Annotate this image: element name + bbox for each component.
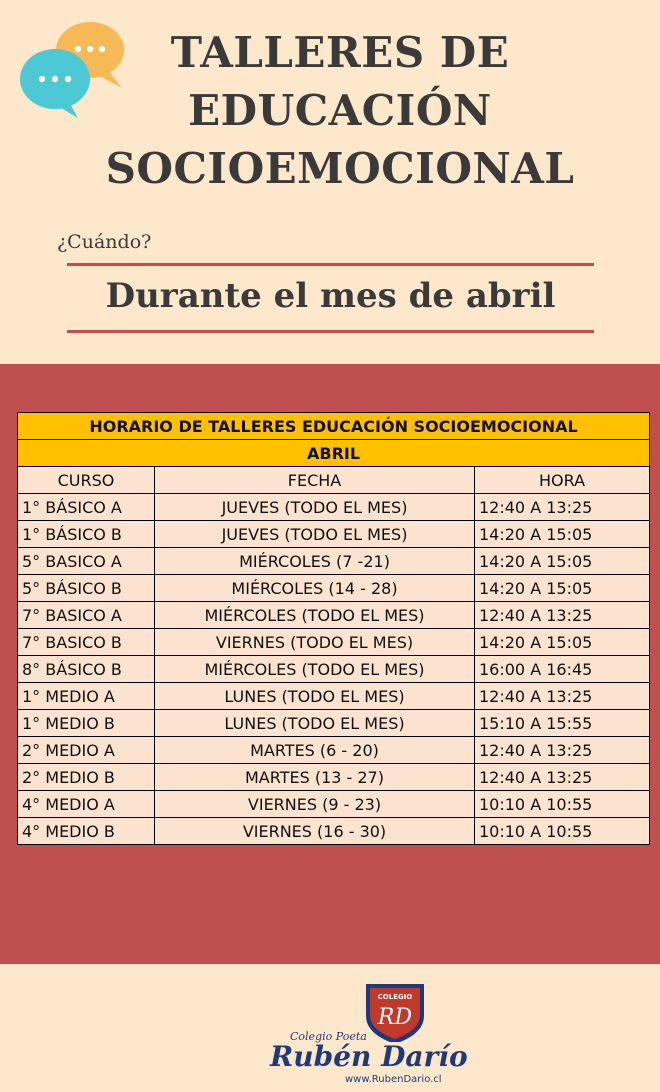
cell-hora: 14:20 A 15:05: [475, 548, 650, 575]
cell-fecha: LUNES (TODO EL MES): [155, 710, 475, 737]
table-row: [18, 656, 650, 683]
schedule-subtitle: ABRIL: [18, 440, 650, 467]
crest-top-text: COLEGIO: [377, 993, 413, 1001]
cell-hora: 10:10 A 10:55: [475, 791, 650, 818]
cell-fecha: VIERNES (TODO EL MES): [155, 629, 475, 656]
crest-initials: RD: [377, 1005, 413, 1030]
table-row: [18, 602, 650, 629]
table-row: [18, 764, 650, 791]
cell-hora: 14:20 A 15:05: [475, 575, 650, 602]
cell-fecha: MIÉRCOLES (14 - 28): [155, 575, 475, 602]
cell-fecha: LUNES (TODO EL MES): [155, 683, 475, 710]
cell-hora: 12:40 A 13:25: [475, 764, 650, 791]
table-row: [18, 791, 650, 818]
column-header-curso: CURSO: [18, 467, 155, 494]
table-row: [18, 521, 650, 548]
column-header-hora: HORA: [475, 467, 650, 494]
title-line-2: EDUCACIÓN: [188, 86, 492, 135]
column-header-fecha: FECHA: [155, 467, 475, 494]
cell-hora: 12:40 A 13:25: [475, 737, 650, 764]
logo-line-2: Rubén Darío: [270, 1040, 468, 1073]
schedule-title-row: [18, 413, 650, 440]
when-question: ¿Cuándo?: [57, 231, 152, 253]
cell-curso: 7° BASICO A: [18, 602, 155, 629]
column-header-row: [18, 467, 650, 494]
when-answer: Durante el mes de abril: [105, 276, 556, 316]
cell-curso: 1° MEDIO B: [18, 710, 155, 737]
cell-fecha: MIÉRCOLES (TODO EL MES): [155, 656, 475, 683]
divider-bottom: [67, 330, 594, 333]
cell-hora: 10:10 A 10:55: [475, 818, 650, 845]
cell-curso: 2° MEDIO B: [18, 764, 155, 791]
cell-curso: 1° MEDIO A: [18, 683, 155, 710]
cell-curso: 1° BÁSICO B: [18, 521, 155, 548]
cell-hora: 14:20 A 15:05: [475, 629, 650, 656]
table-row: [18, 575, 650, 602]
logo-url: www.RubenDario.cl: [345, 1074, 442, 1085]
cell-hora: 12:40 A 13:25: [475, 494, 650, 521]
table-row: [18, 818, 650, 845]
cell-curso: 5° BASICO A: [18, 548, 155, 575]
logo-line-1: Colegio Poeta: [290, 1030, 367, 1043]
cell-curso: 4° MEDIO B: [18, 818, 155, 845]
schedule-table: [17, 412, 650, 845]
title-line-3: SOCIOEMOCIONAL: [105, 144, 575, 193]
cell-curso: 2° MEDIO A: [18, 737, 155, 764]
cell-hora: 15:10 A 15:55: [475, 710, 650, 737]
cell-fecha: MARTES (13 - 27): [155, 764, 475, 791]
divider-top: [67, 263, 594, 266]
cell-fecha: JUEVES (TODO EL MES): [155, 494, 475, 521]
cell-curso: 4° MEDIO A: [18, 791, 155, 818]
schedule-subtitle-row: [18, 440, 650, 467]
cell-curso: 7° BASICO B: [18, 629, 155, 656]
cell-fecha: VIERNES (16 - 30): [155, 818, 475, 845]
cell-curso: 5° BÁSICO B: [18, 575, 155, 602]
cell-fecha: MARTES (6 - 20): [155, 737, 475, 764]
table-row: [18, 629, 650, 656]
table-row: [18, 737, 650, 764]
cell-curso: 8° BÁSICO B: [18, 656, 155, 683]
cell-hora: 14:20 A 15:05: [475, 521, 650, 548]
cell-hora: 12:40 A 13:25: [475, 602, 650, 629]
page-title: [60, 24, 620, 198]
table-row: [18, 710, 650, 737]
schedule-title: HORARIO DE TALLERES EDUCACIÓN SOCIOEMOCIONAL: [18, 413, 650, 440]
table-row: [18, 683, 650, 710]
table-row: [18, 494, 650, 521]
title-line-1: TALLERES DE: [170, 28, 510, 77]
cell-fecha: MIÉRCOLES (7 -21): [155, 548, 475, 575]
table-row: [18, 548, 650, 575]
cell-hora: 16:00 A 16:45: [475, 656, 650, 683]
cell-fecha: JUEVES (TODO EL MES): [155, 521, 475, 548]
cell-fecha: MIÉRCOLES (TODO EL MES): [155, 602, 475, 629]
cell-fecha: VIERNES (9 - 23): [155, 791, 475, 818]
cell-hora: 12:40 A 13:25: [475, 683, 650, 710]
cell-curso: 1° BÁSICO A: [18, 494, 155, 521]
